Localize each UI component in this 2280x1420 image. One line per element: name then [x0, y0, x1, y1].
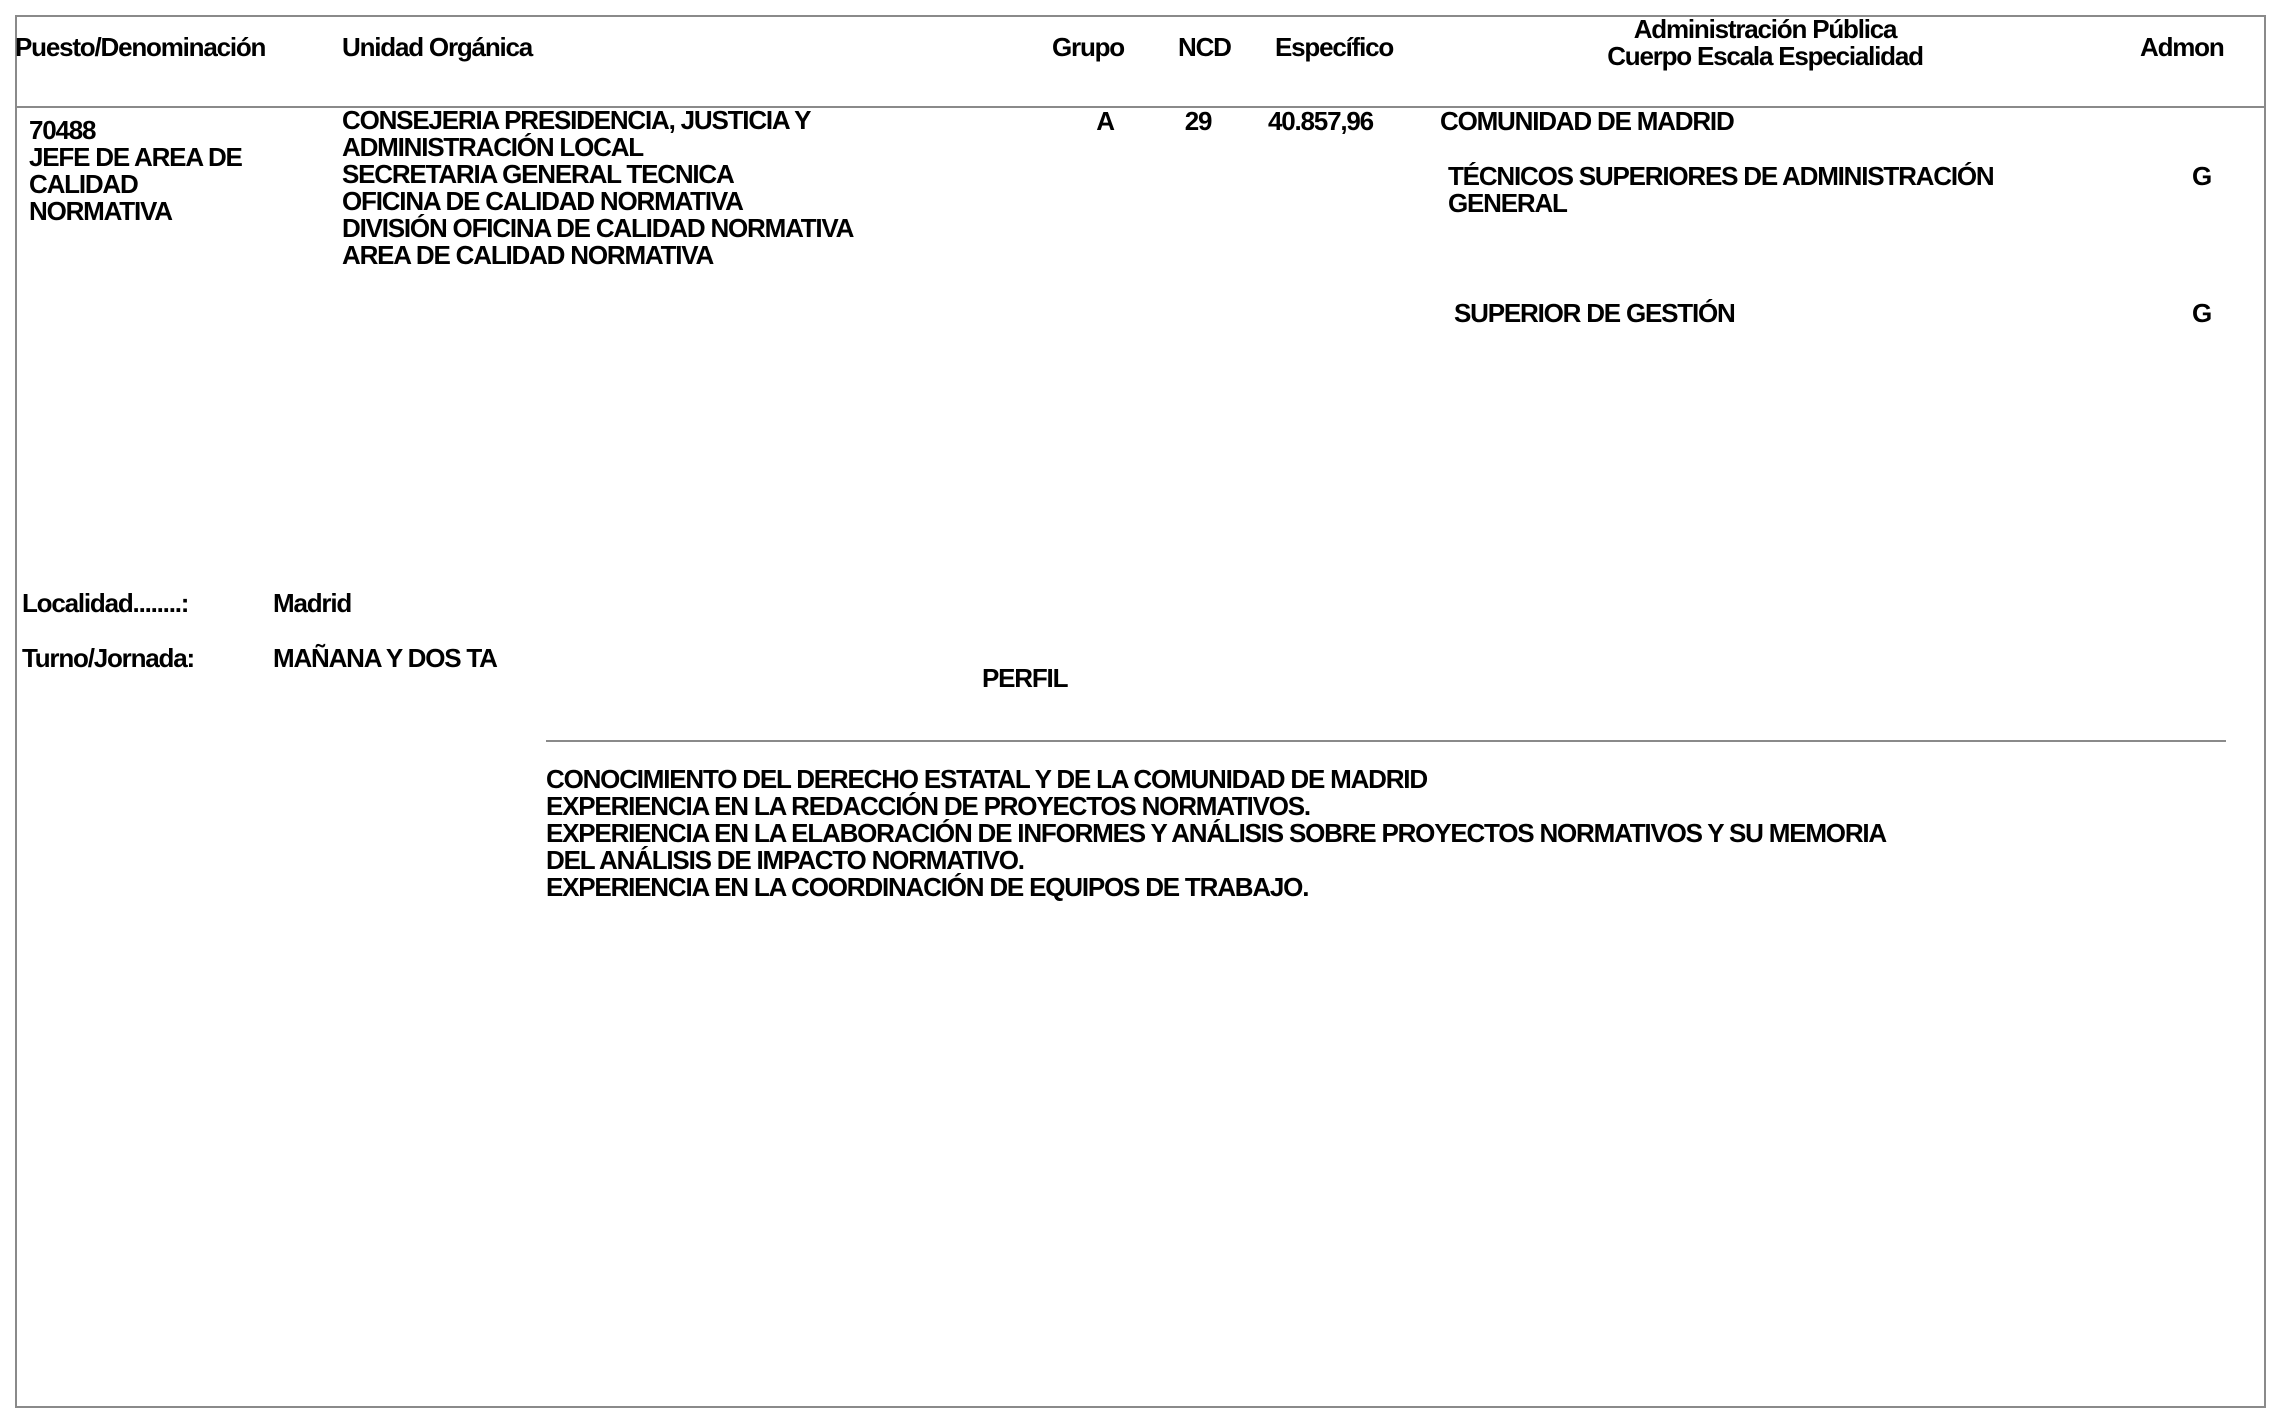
puesto-denominacion-line: CALIDAD	[29, 169, 138, 199]
puesto-denominacion-line: NORMATIVA	[29, 196, 172, 226]
puesto-denominacion-line: JEFE DE AREA DE	[29, 142, 242, 172]
header-admon: Admon	[2140, 32, 2224, 62]
header-admin-line2: Cuerpo Escala Especialidad	[1607, 41, 1923, 71]
header-unidad: Unidad Orgánica	[342, 32, 533, 62]
unidad-organica-line: CONSEJERIA PRESIDENCIA, JUSTICIA Y	[342, 105, 811, 135]
perfil-line: EXPERIENCIA EN LA COORDINACIÓN DE EQUIPOS DE TRABAJO.	[546, 872, 1309, 902]
turno-label: Turno/Jornada:	[22, 643, 194, 673]
perfil-line: EXPERIENCIA EN LA REDACCIÓN DE PROYECTOS NORMATIVOS.	[546, 791, 1310, 821]
header-especifico: Específico	[1275, 32, 1394, 62]
unidad-organica-line: SECRETARIA GENERAL TECNICA	[342, 159, 734, 189]
perfil-line: EXPERIENCIA EN LA ELABORACIÓN DE INFORMES Y ANÁLISIS SOBRE PROYECTOS NORMATIVOS Y SU MEMORIA	[546, 818, 1887, 848]
especifico-value: 40.857,96	[1268, 106, 1373, 136]
cuerpo-1-admon: G	[2192, 161, 2212, 191]
ncd-value: 29	[1184, 106, 1212, 136]
turno-value: MAÑANA Y DOS TA	[273, 643, 497, 673]
cuerpo-line: TÉCNICOS SUPERIORES DE ADMINISTRACIÓN	[1448, 161, 1994, 191]
unidad-organica-line: OFICINA DE CALIDAD NORMATIVA	[342, 186, 743, 216]
localidad-label: Localidad........:	[22, 588, 189, 618]
grupo-value: A	[1096, 106, 1114, 136]
header-grupo: Grupo	[1052, 32, 1124, 62]
perfil-title: PERFIL	[982, 663, 1068, 693]
header-admin-publica	[1500, 16, 2030, 70]
perfil-divider	[546, 740, 2226, 742]
unidad-organica-cell	[342, 107, 853, 269]
header-ncd: NCD	[1178, 32, 1231, 62]
cuerpo-item-1	[1448, 163, 1993, 217]
unidad-organica-line: AREA DE CALIDAD NORMATIVA	[342, 240, 714, 270]
header-puesto: Puesto/Denominación	[15, 32, 266, 62]
cuerpo-item-2: SUPERIOR DE GESTIÓN	[1454, 298, 1735, 328]
header-admin-line1: Administración Pública	[1633, 14, 1897, 44]
localidad-value: Madrid	[273, 588, 352, 618]
unidad-organica-line: DIVISIÓN OFICINA DE CALIDAD NORMATIVA	[342, 213, 854, 243]
cuerpo-2-admon: G	[2192, 298, 2212, 328]
puesto-codigo: 70488	[29, 115, 96, 145]
perfil-line: CONOCIMIENTO DEL DERECHO ESTATAL Y DE LA COMUNIDAD DE MADRID	[546, 764, 1427, 794]
perfil-text	[546, 766, 1886, 901]
administracion-value: COMUNIDAD DE MADRID	[1440, 106, 1734, 136]
unidad-organica-line: ADMINISTRACIÓN LOCAL	[342, 132, 643, 162]
perfil-line: DEL ANÁLISIS DE IMPACTO NORMATIVO.	[546, 845, 1024, 875]
cuerpo-line: GENERAL	[1448, 188, 1567, 218]
puesto-cell	[29, 117, 242, 225]
